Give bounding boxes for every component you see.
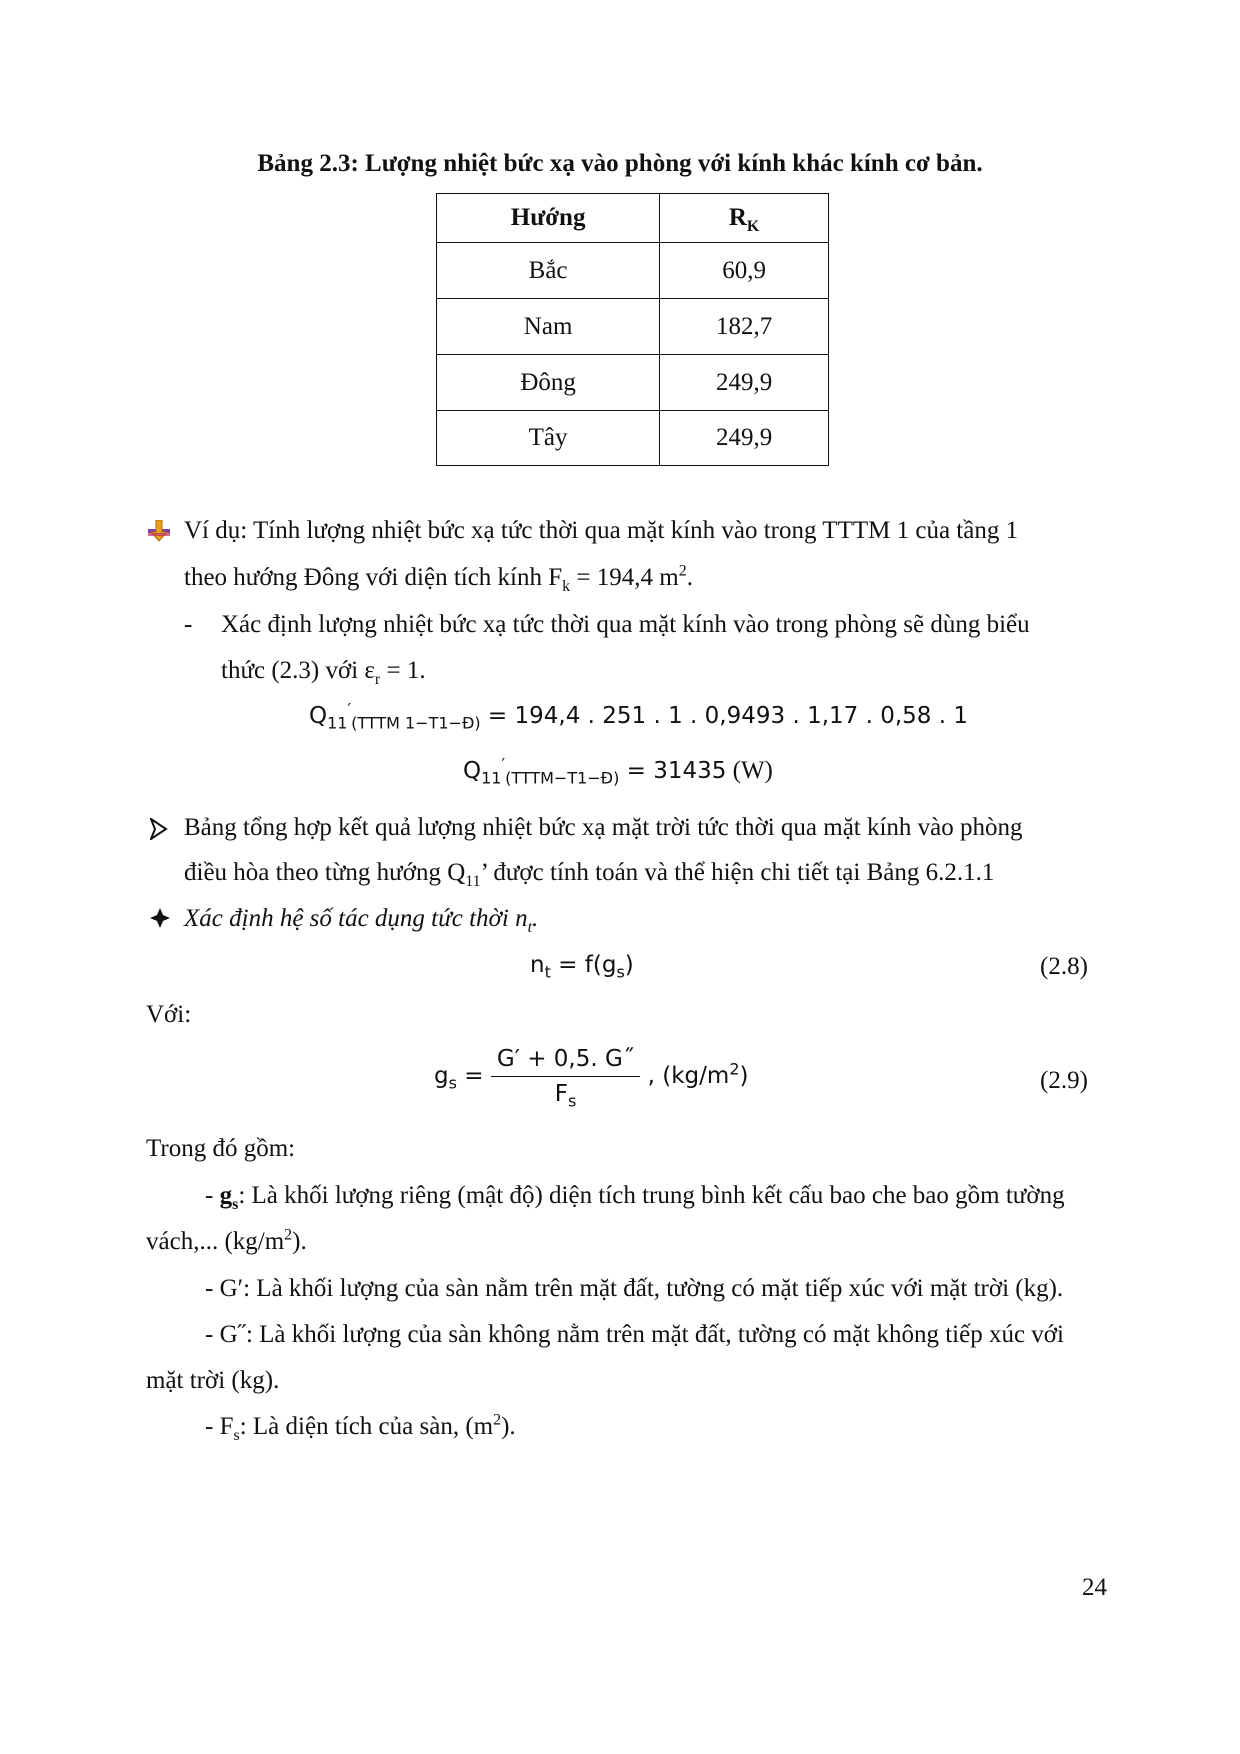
table-row	[437, 411, 829, 466]
example-line-2: theo hướng Đông với diện tích kính $F_k = 194,4$ $m^2$.	[184, 562, 693, 595]
def-g-double-prime-line-2: mặt trời (kg).	[146, 1367, 280, 1394]
equation-number-2-8: (2.8)	[1040, 953, 1088, 980]
sub-item-dash: -	[184, 611, 193, 638]
def-gs-line-2: vách,... $(kg/m^2)$.	[146, 1226, 307, 1255]
radiation-table	[436, 193, 829, 466]
table-header-row	[437, 194, 829, 243]
equation-number-2-9: (2.9)	[1040, 1067, 1088, 1094]
section-heading: Xác định hệ số tác dụng tức thời $n_t$.	[184, 905, 539, 936]
def-g-prime: - G′: Là khối lượng của sàn nằm trên mặt đất, tường có mặt tiếp xúc với mặt trời (kg).	[205, 1275, 1064, 1302]
equation-q11-calc: $Q_{11}'_{(TTTM 1-T1-Đ)} = 194,4$ . 251 . 1 . 0,9493 . 1,17 . 0,58 . 1	[309, 699, 968, 733]
table-row	[437, 299, 829, 355]
gs-fraction: $\frac{G' + 0,5. G˝}{F_s}$	[491, 1046, 640, 1107]
with-label: Với:	[146, 1001, 192, 1028]
diamond-bullet-icon	[150, 908, 170, 928]
page-number: 24	[1082, 1574, 1107, 1601]
example-line-1: Ví dụ: Tính lượng nhiệt bức xạ tức thời qua mặt kính vào trong TTTM 1 của tầng 1	[184, 517, 1019, 544]
cell-direction: Nam	[437, 299, 660, 355]
arrow-bullet-icon	[150, 818, 168, 840]
table-caption: Bảng 2.3: Lượng nhiệt bức xạ vào phòng với kính khác kính cơ bản.	[257, 150, 983, 177]
summary-line-1: Bảng tổng hợp kết quả lượng nhiệt bức xạ mặt trời tức thời qua mặt kính vào phòng	[184, 814, 1023, 841]
equation-q11-result: $Q_{11}'_{(TTTM-T1-Đ)} = 31435$ (W)	[463, 754, 773, 788]
summary-line-2: điều hòa theo từng hướng $Q_{11}$’ được tính toán và thể hiện chi tiết tại Bảng 6.2.1.1	[184, 859, 995, 890]
cell-direction: Tây	[437, 411, 660, 466]
def-gs-line-1: - $g_s$: Là khối lượng riêng (mật độ) diện tích trung bình kết cấu bao che bao gồm tường	[205, 1182, 1065, 1213]
where-label: Trong đó gồm:	[146, 1135, 296, 1162]
cell-direction: Đông	[437, 355, 660, 411]
cell-direction: Bắc	[437, 243, 660, 299]
cell-value: 249,9	[660, 355, 829, 411]
sub-item-line-1: Xác định lượng nhiệt bức xạ tức thời qua mặt kính vào trong phòng sẽ dùng biểu	[221, 611, 1030, 638]
table-row	[437, 243, 829, 299]
header-rk: $R_K$	[660, 194, 829, 243]
def-g-double-prime-line-1: - G˝: Là khối lượng của sàn không nằm trên mặt đất, tường có mặt không tiếp xúc với	[205, 1321, 1064, 1348]
sub-item-line-2: thức (2.3) với $\varepsilon_r = 1$.	[221, 657, 426, 688]
cell-value: 249,9	[660, 411, 829, 466]
down-arrow-bullet-icon	[148, 520, 170, 542]
table-row	[437, 355, 829, 411]
cell-value: 60,9	[660, 243, 829, 299]
header-direction: Hướng	[437, 194, 660, 243]
cell-value: 182,7	[660, 299, 829, 355]
equation-nt: $n_t = f(g_s)$	[530, 952, 634, 982]
def-fs: - $F_s$: Là diện tích của sàn, $(m^2)$.	[205, 1411, 516, 1444]
equation-gs: $g_s$ = $\frac{G' + 0,5. G˝}{F_s}$ , $(kg/m^2)$	[434, 1046, 749, 1111]
